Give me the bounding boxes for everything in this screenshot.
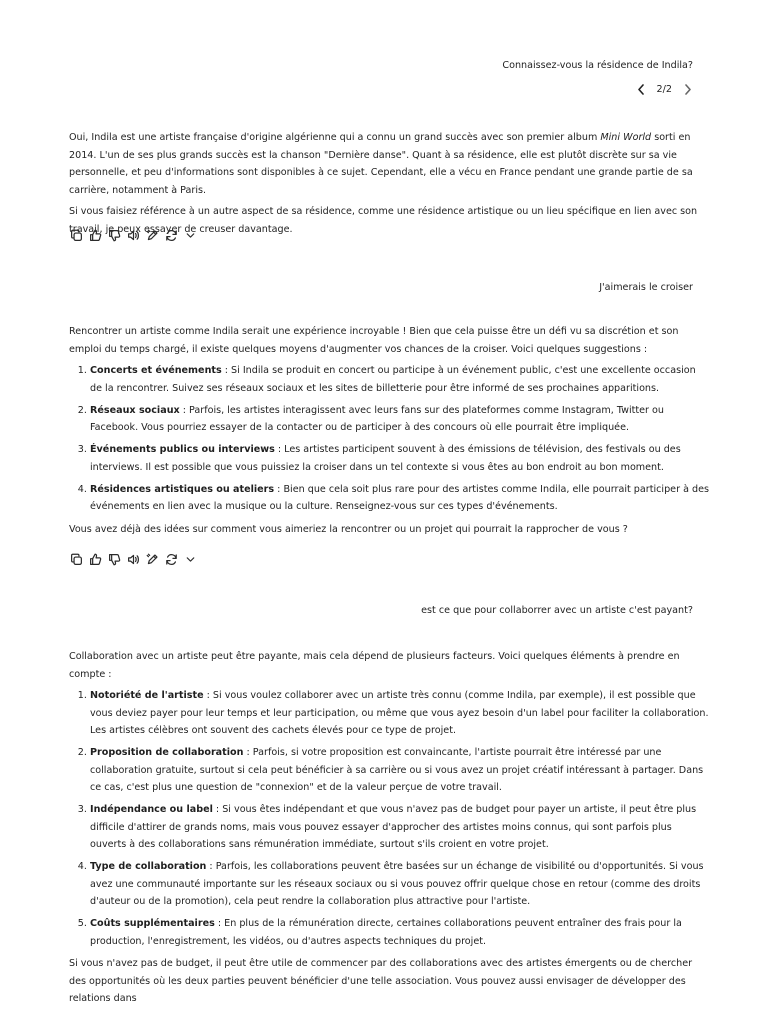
chevron-down-icon bbox=[184, 553, 197, 566]
list-item-text: : Parfois, les artistes interagissent avec leurs fans sur des plateformes comme Instagram, Twitter ou Facebook. Vous pourriez essayer de la contacter ou de participer à des concours où elle pourrait être impliquée. bbox=[90, 404, 664, 433]
response-paragraph: Si vous n'avez pas de budget, il peut être utile de commencer par des collaborations avec des artistes émergents ou de chercher des opportunités où les deux parties peuvent bénéficier d'une telle association. Vous pouvez aussi envisager de développer des relations dans bbox=[69, 958, 693, 1004]
edit-icon bbox=[146, 553, 159, 566]
thumbs-up-button[interactable] bbox=[87, 227, 103, 243]
list-item bbox=[90, 687, 709, 740]
list-item-text: : En plus de la rémunération directe, certaines collaborations peuvent entraîner des frais pour la production, l'enregistrement, les vidéos, ou d'autres aspects techniques du projet. bbox=[90, 918, 682, 947]
list-item bbox=[90, 915, 709, 950]
user-message-3 bbox=[421, 602, 693, 620]
response-counter: 2/2 bbox=[656, 84, 672, 95]
thumbs-up-button[interactable] bbox=[87, 551, 103, 567]
response-paragraph: Rencontrer un artiste comme Indila serait une expérience incroyable ! Bien que cela puisse être un défi vu sa discrétion et son emploi du temps chargé, il existe quelques moyens d'augmenter vos chances de la croiser. Voici quelques suggestions : bbox=[69, 326, 679, 355]
list-item bbox=[90, 481, 709, 516]
user-message-text: Connaissez-vous la résidence de Indila? bbox=[502, 60, 693, 71]
thumbs-up-icon bbox=[89, 229, 102, 242]
chevron-left-icon bbox=[637, 84, 645, 95]
response-actions-1 bbox=[68, 227, 198, 243]
assistant-response-1 bbox=[69, 129, 709, 242]
thumbs-down-button[interactable] bbox=[106, 227, 122, 243]
user-message-2 bbox=[599, 279, 693, 297]
list-item-title: Notoriété de l'artiste bbox=[90, 690, 204, 701]
response-pager bbox=[635, 81, 694, 99]
list-item bbox=[90, 858, 709, 911]
read-aloud-button[interactable] bbox=[125, 551, 141, 567]
suggestion-list bbox=[90, 362, 709, 516]
list-item bbox=[90, 441, 709, 476]
previous-response-button[interactable] bbox=[635, 83, 647, 97]
list-item-text: : Parfois, les collaborations peuvent être basées sur un échange de visibilité ou d'opportunités. Si vous avez une communauté importante sur les réseaux sociaux ou si vous pouvez offrir quelque chose en retour (comme des droits d'auteur ou de la promotion), cela peut rendre la collaboration plus attractive pour l'artiste. bbox=[90, 861, 704, 907]
read-aloud-button[interactable] bbox=[125, 227, 141, 243]
list-item-title: Résidences artistiques ou ateliers bbox=[90, 483, 275, 495]
thumbs-up-icon bbox=[89, 553, 102, 566]
speaker-icon bbox=[127, 553, 140, 566]
list-item-text: : Parfois, si votre proposition est convaincante, l'artiste pourrait être intéressé par une collaboration gratuite, surtout si cela peut bénéficier à sa carrière ou si vous avez un projet créatif intéressant à partager. Dans ce cas, c'est plus une question de "connexion" et de la valeur perçue de votre travail. bbox=[90, 747, 704, 793]
copy-icon bbox=[70, 553, 83, 566]
list-item-title: Proposition de collaboration bbox=[90, 747, 244, 758]
text-segment: Oui, Indila est une artiste française d'origine algérienne qui a connu un grand succès avec son premier album bbox=[69, 132, 601, 143]
user-message-text: est ce que pour collaborrer avec un artiste c'est payant? bbox=[421, 605, 693, 616]
list-item-text: : Bien que cela soit plus rare pour des artistes comme Indila, elle pourrait participer à des événements en lien avec la musique ou la culture. Renseignez-vous sur ces types d'événements. bbox=[90, 483, 709, 512]
response-actions-2 bbox=[68, 551, 198, 567]
copy-button[interactable] bbox=[68, 227, 84, 243]
thumbs-down-icon bbox=[108, 553, 121, 566]
response-paragraph: Vous avez déjà des idées sur comment vous aimeriez la rencontrer ou un projet qui pourrait la rapprocher de vous ? bbox=[69, 523, 628, 535]
text-segment: sorti en 2014. L'un de ses plus grands succès est la chanson "Dernière danse". Quant à sa résidence, elle est plutôt discrète sur sa vie personnelle, et peu d'informations sont disponibles à ce sujet. Cependant, elle a vécu en France pendant une grande partie de sa carrière, notamment à Paris. bbox=[69, 132, 693, 196]
list-item-title: Type de collaboration bbox=[90, 861, 207, 872]
factor-list bbox=[90, 687, 709, 950]
list-item-title: Indépendance ou label bbox=[90, 804, 213, 815]
edit-button[interactable] bbox=[144, 227, 160, 243]
assistant-response-2 bbox=[69, 323, 709, 542]
copy-icon bbox=[70, 229, 83, 242]
list-item-text: : Si vous voulez collaborer avec un artiste très connu (comme Indila, par exemple), il est possible que vous deviez payer pour leur temps et leur participation, ou même que vous ayez besoin d'un label pour faciliter la collaboration. Les artistes célèbres ont souvent des cachets élevés pour ce type de projet. bbox=[90, 690, 709, 736]
more-options-button[interactable] bbox=[182, 227, 198, 243]
list-item-text: : Si Indila se produit en concert ou participe à un événement public, c'est une excellente occasion de la rencontrer. Suivez ses réseaux sociaux et les sites de billetterie pour être informé de ses prochaines apparitions. bbox=[90, 365, 696, 394]
response-paragraph bbox=[69, 129, 709, 199]
thumbs-down-button[interactable] bbox=[106, 551, 122, 567]
copy-button[interactable] bbox=[68, 551, 84, 567]
user-message-1 bbox=[502, 57, 693, 75]
regenerate-button[interactable] bbox=[163, 551, 179, 567]
next-response-button[interactable] bbox=[682, 83, 694, 97]
regenerate-icon bbox=[165, 553, 178, 566]
list-item bbox=[90, 744, 709, 797]
list-item bbox=[90, 362, 709, 397]
assistant-response-3 bbox=[69, 648, 709, 1012]
edit-button[interactable] bbox=[144, 551, 160, 567]
chevron-right-icon bbox=[684, 84, 692, 95]
chevron-down-icon bbox=[184, 229, 197, 242]
response-paragraph: Collaboration avec un artiste peut être payante, mais cela dépend de plusieurs facteurs. Voici quelques éléments à prendre en compte : bbox=[69, 651, 680, 680]
regenerate-icon bbox=[165, 229, 178, 242]
speaker-icon bbox=[127, 229, 140, 242]
regenerate-button[interactable] bbox=[163, 227, 179, 243]
list-item-title: Concerts et événements bbox=[90, 365, 222, 376]
album-title: Mini World bbox=[600, 132, 652, 143]
list-item-title: Réseaux sociaux bbox=[90, 404, 180, 416]
user-message-text: J'aimerais le croiser bbox=[599, 282, 693, 293]
list-item bbox=[90, 402, 709, 437]
list-item bbox=[90, 801, 709, 854]
list-item-title: Coûts supplémentaires bbox=[90, 918, 215, 929]
list-item-title: Événements publics ou interviews bbox=[90, 444, 275, 455]
response-paragraph: Si vous faisiez référence à un autre aspect de sa résidence, comme une résidence artistique ou un lieu spécifique en lien avec son travail, je peux essayer de creuser davantage. bbox=[69, 206, 698, 235]
thumbs-down-icon bbox=[108, 229, 121, 242]
list-item-text: : Si vous êtes indépendant et que vous n'avez pas de budget pour payer un artiste, il peut être plus difficile d'attirer de grands noms, mais vous pouvez essayer d'approcher des artistes moins connus, qui sont parfois plus ouverts à des collaborations sans rémunération immédiate, surtout s'ils croient en votre projet. bbox=[90, 804, 697, 850]
more-options-button[interactable] bbox=[182, 551, 198, 567]
list-item-text: : Les artistes participent souvent à des émissions de télévision, des festivals ou des interviews. Il est possible que vous puissiez la croiser dans un tel contexte si vous êtes au bon endroit au bon moment. bbox=[90, 444, 681, 473]
edit-icon bbox=[146, 229, 159, 242]
